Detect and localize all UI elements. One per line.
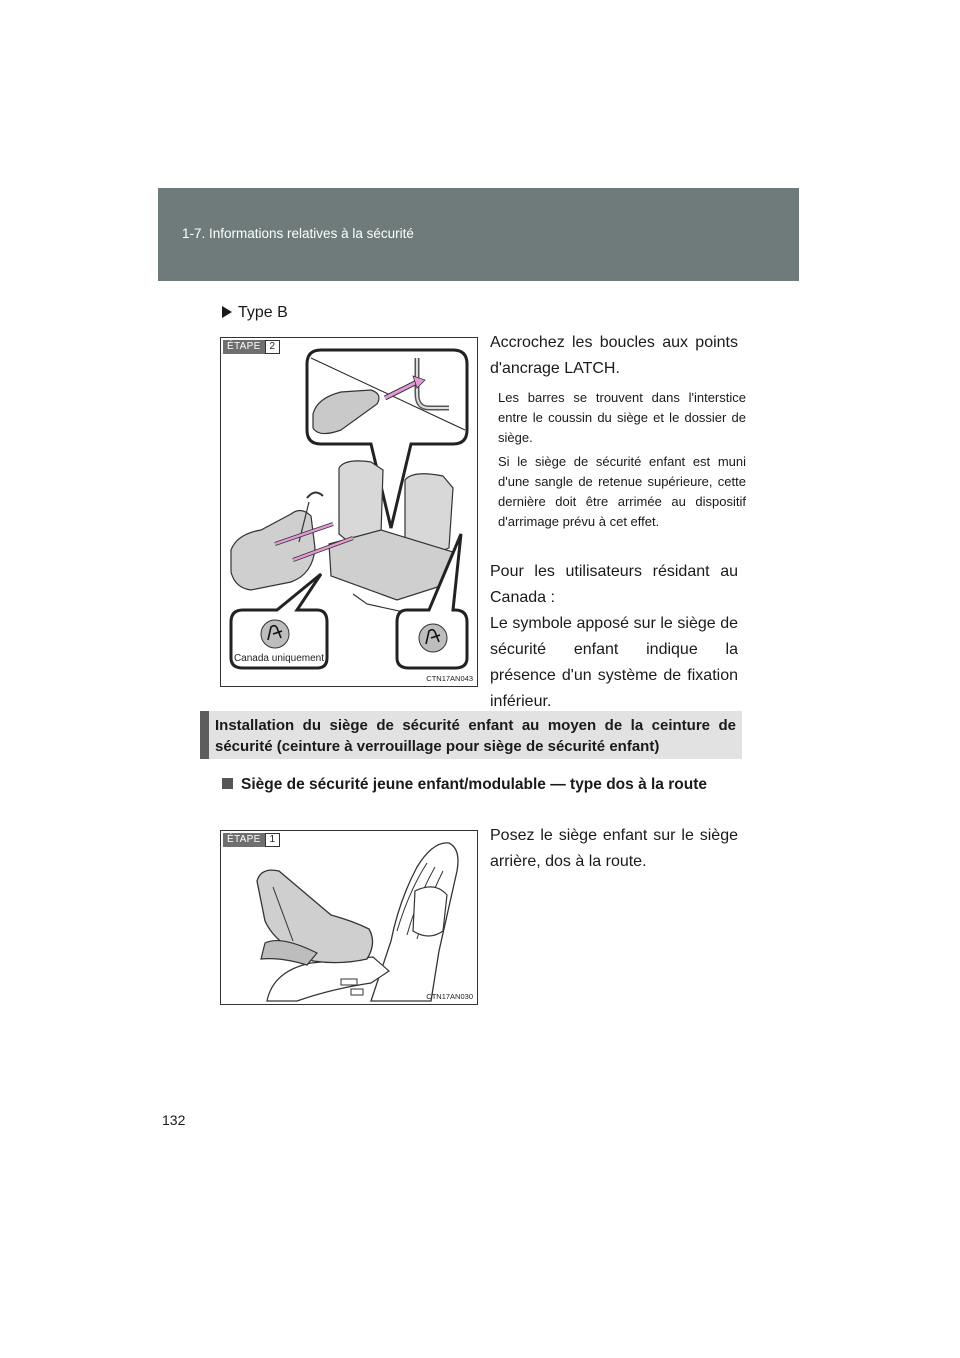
figure-latch-anchors xyxy=(220,337,478,687)
triangle-bullet-icon xyxy=(222,306,232,318)
step-number: 1 xyxy=(265,833,281,847)
step-badge xyxy=(223,340,280,354)
latch-illustration xyxy=(221,338,477,686)
step-label: ÉTAPE xyxy=(223,833,265,847)
section-title: 1-7. Informations relatives à la sécurité xyxy=(182,226,414,241)
canada-note xyxy=(490,559,738,715)
instruction-place-seat: Posez le siège enfant sur le siège arrière, dos à la route. xyxy=(490,827,738,870)
page-number: 132 xyxy=(162,1112,186,1128)
note-bars-location: Les barres se trouvent dans l'interstice entre le coussin du siège et le dossier de siège. xyxy=(498,390,746,445)
bullet-heading xyxy=(222,773,738,797)
step-number: 2 xyxy=(265,340,281,354)
instruction-latch: Accrochez les boucles aux points d'ancrage LATCH. xyxy=(490,334,738,377)
subheading-label: Type B xyxy=(238,304,288,321)
figure-rear-facing-seat xyxy=(220,830,478,1005)
section-box-heading: Installation du siège de sécurité enfant au moyen de la ceinture de sécurité (ceinture à verrouillage pour siège de sécurité enfant) xyxy=(200,711,742,759)
bullet-heading-text: Siège de sécurité jeune enfant/modulable — type dos à la route xyxy=(241,776,707,793)
step-label: ÉTAPE xyxy=(223,340,265,354)
canada-note-title: Pour les utilisateurs résidant au Canada : xyxy=(490,563,738,606)
figure-code: CTN17AN030 xyxy=(426,992,473,1001)
figure-code: CTN17AN043 xyxy=(426,674,473,683)
canada-only-label: Canada uniquement xyxy=(233,653,325,664)
canada-note-body: Le symbole apposé sur le siège de sécurité enfant indique la présence d'un système de fixation inférieur. xyxy=(490,615,738,710)
section-header-band xyxy=(158,188,799,281)
square-bullet-icon xyxy=(222,778,233,789)
subheading-type-b xyxy=(222,304,288,322)
rear-facing-illustration xyxy=(221,831,477,1004)
step-badge xyxy=(223,833,280,847)
note-top-tether: Si le siège de sécurité enfant est muni d'une sangle de retenue supérieure, cette dernière doit être arrimée au dispositif d'arrimage prévu à cet effet. xyxy=(498,454,746,529)
